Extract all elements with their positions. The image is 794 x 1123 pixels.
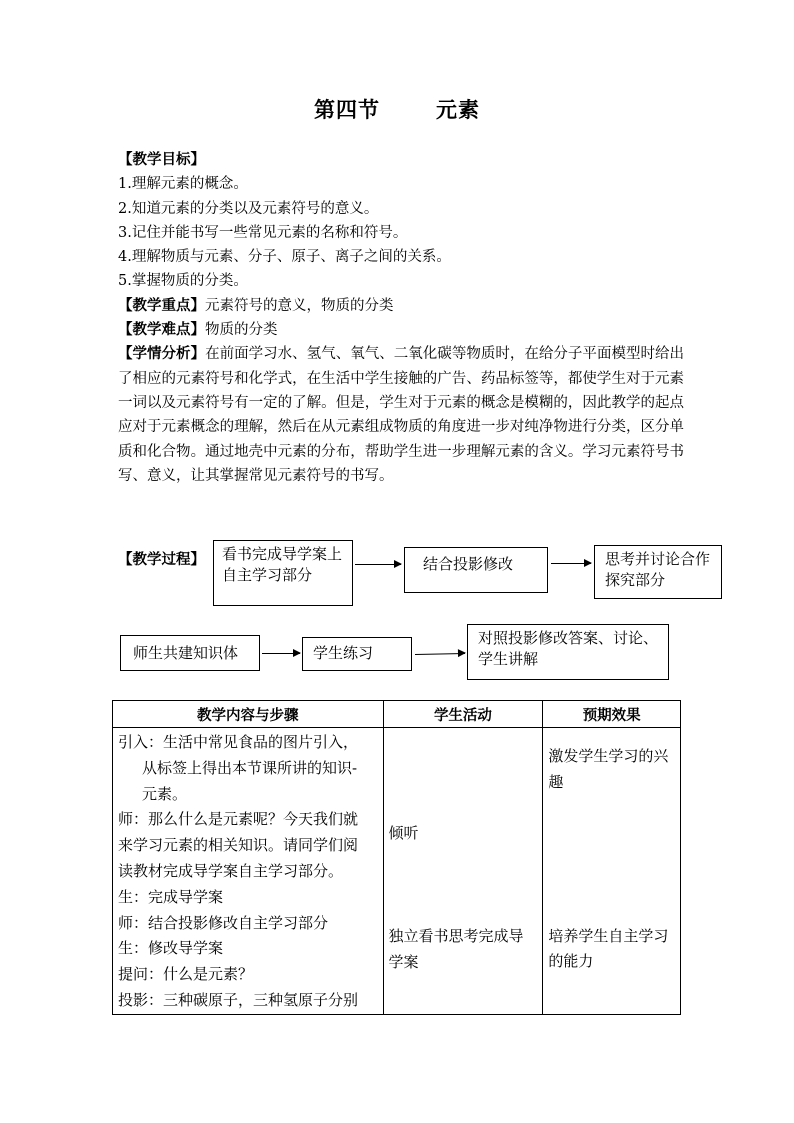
table-row bbox=[113, 728, 681, 1015]
effect-interest: 激发学生学习的兴趣 bbox=[548, 747, 669, 791]
flow-step-2: 结合投影修改 bbox=[404, 547, 548, 593]
objective-item-5: 5.掌握物质的分类。 bbox=[118, 273, 248, 290]
flow-arrow-2 bbox=[551, 563, 591, 564]
effect-self-study: 培养学生自主学习的能力 bbox=[548, 926, 669, 971]
header-content: 教学内容与步骤 bbox=[113, 701, 384, 728]
activity-cell bbox=[383, 728, 543, 1015]
analysis-label: 【学情分析】 bbox=[118, 345, 206, 363]
objective-item-1: 1.理解元素的概念。 bbox=[118, 176, 248, 193]
title-topic: 元素 bbox=[436, 97, 480, 122]
content-line: 元素。 bbox=[142, 784, 188, 803]
objective-item-4: 4.理解物质与元素、分子、原子、离子之间的关系。 bbox=[118, 249, 451, 266]
flow-arrow-3 bbox=[262, 653, 300, 654]
content-line: 生：完成导学案 bbox=[118, 887, 224, 906]
analysis-text: 在前面学习水、氢气、氧气、二氧化碳等物质时，在给分子平面模型时给出了相应的元素符号和化学式，在生活中学生接触的广告、药品标签等，都使学生对于元素一词以及元素符号有一定的了解。但是，学生对于元素的概念是模糊的，因此教学的起点应对于元素概念的理解，然后在从元素组成物质的角度进一步对纯净物进行分类，区分单质和化合物。通过地壳中元素的分布，帮助学生进一步理解元素的含义。学习元素符号书写、意义，让其掌握常见元素符号的书写。 bbox=[118, 346, 685, 484]
content-line: 引入：生活中常见食品的图片引入， bbox=[118, 733, 359, 751]
content-line: 从标签上得出本节课所讲的知识- bbox=[142, 758, 358, 777]
key-point-text: 元素符号的意义，物质的分类 bbox=[205, 297, 394, 314]
title-section: 第四节 bbox=[314, 97, 380, 122]
content-cell bbox=[113, 728, 384, 1015]
table-header-row bbox=[113, 701, 681, 728]
content-line: 读教材完成导学案自主学习部分。 bbox=[118, 861, 344, 880]
content-line: 来学习元素的相关知识。请同学们阅 bbox=[118, 836, 359, 855]
activity-listen: 倾听 bbox=[388, 824, 419, 842]
objectives-heading: 【教学目标】 bbox=[118, 151, 205, 168]
objective-item-3: 3.记住并能书写一些常见元素的名称和符号。 bbox=[118, 224, 408, 241]
objective-item-2: 2.知道元素的分类以及元素符号的意义。 bbox=[118, 200, 379, 217]
header-activity: 学生活动 bbox=[383, 701, 543, 728]
flow-step-6: 对照投影修改答案、讨论、学生讲解 bbox=[467, 624, 669, 680]
flow-step-4: 师生共建知识体 bbox=[120, 635, 260, 671]
flow-step-3: 思考并讨论合作探究部分 bbox=[594, 545, 722, 599]
key-point bbox=[118, 294, 684, 318]
lesson-intro bbox=[118, 148, 684, 488]
key-point-label: 【教学重点】 bbox=[118, 296, 205, 314]
lesson-table bbox=[112, 700, 681, 1015]
difficulty-text: 物质的分类 bbox=[205, 322, 278, 339]
content-line: 师：那么什么是元素呢？今天我们就 bbox=[118, 810, 359, 829]
content-line: 提问：什么是元素？ bbox=[118, 965, 254, 984]
flow-step-1: 看书完成导学案上自主学习部分 bbox=[213, 540, 353, 606]
content-line: 投影：三种碳原子，三种氢原子分别 bbox=[118, 990, 359, 1009]
content-line: 生：修改导学案 bbox=[118, 939, 224, 958]
page-title bbox=[0, 94, 794, 124]
difficulty bbox=[118, 318, 684, 342]
flow-arrow-1 bbox=[355, 564, 401, 565]
flow-step-5: 学生练习 bbox=[302, 637, 412, 671]
effect-cell bbox=[543, 728, 681, 1015]
difficulty-label: 【教学难点】 bbox=[118, 321, 205, 339]
flow-arrow-4 bbox=[415, 653, 465, 655]
content-line: 师：结合投影修改自主学习部分 bbox=[118, 913, 329, 932]
activity-self-study: 独立看书思考完成导学案 bbox=[388, 926, 524, 971]
analysis-paragraph bbox=[118, 342, 684, 488]
process-label: 【教学过程】 bbox=[118, 551, 205, 568]
header-effect: 预期效果 bbox=[543, 701, 681, 728]
